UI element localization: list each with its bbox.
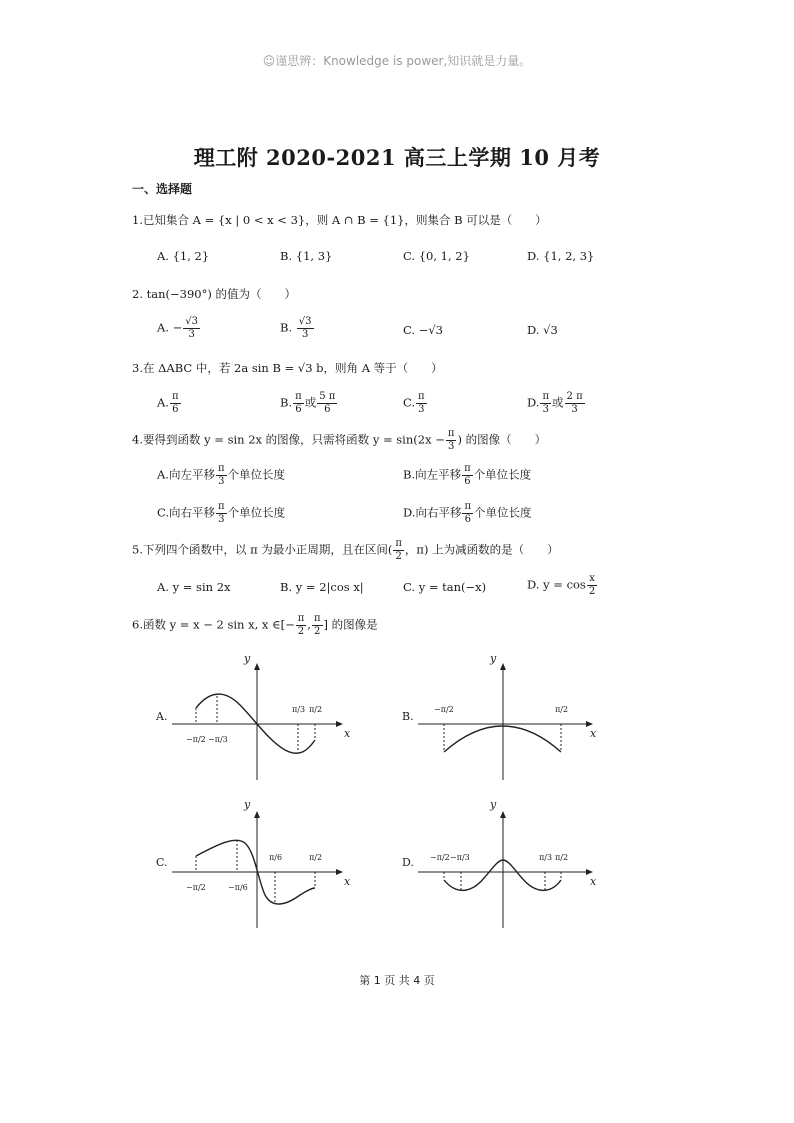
question-3: 3.在 ΔABC 中，若 2a sin B = √3 b，则角 A 等于（ ）: [132, 361, 443, 375]
graph-c-tick: −π/2: [186, 883, 206, 892]
graph-a-tick: π/3: [292, 705, 306, 714]
graph-b-label: B.: [402, 710, 414, 723]
q1-option-b: B. {1, 3}: [280, 249, 333, 263]
graph-a-tick: −π/3: [208, 735, 228, 744]
question-5: 5.下列四个函数中，以 π 为最小正周期，且在区间( $\frac{\pi}{2}$ ，π) 上为减函数的是（ ）: [132, 538, 559, 562]
graph-d-tick: −π/2: [430, 853, 450, 862]
q2-option-c: C. −√3: [403, 323, 443, 337]
graph-d-tick: π/3: [539, 853, 553, 862]
q4-option-d: D.向右平移 $\frac{\pi}{6}$ 个单位长度: [403, 501, 532, 525]
watermark: ☺谨思辨：Knowledge is power,知识就是力量。: [262, 54, 532, 68]
q5-option-d: D. y = cos $\frac{x}{2}$: [527, 573, 596, 597]
q3-option-d: D. $\frac{\pi}{3}$ 或 $\frac{2 \pi}{3}$: [527, 391, 583, 415]
q1-mid: ，则 A ∩ B = {1}，则集合 B 可以是（ ）: [305, 213, 547, 227]
q1-set: {x | 0 < x < 3}: [217, 213, 306, 227]
graph-a-label: A.: [156, 710, 168, 723]
q4-option-c: C.向右平移 $\frac{\pi}{3}$ 个单位长度: [157, 501, 286, 525]
q1-option-a: A. {1, 2}: [157, 249, 210, 263]
page-title: 理工附 2020-2021 高三上学期 10 月考: [193, 145, 601, 170]
q5-option-c: C. y = tan(−x): [403, 580, 487, 594]
q4-option-a: A.向左平移 $\frac{\pi}{3}$ 个单位长度: [157, 463, 286, 487]
graph-c-y-label: y: [244, 798, 251, 811]
graph-b-tick: −π/2: [434, 705, 454, 714]
graph-d-x-label: x: [590, 875, 597, 888]
section-heading: 一、选择题: [132, 182, 193, 196]
q5-option-a: A. y = sin 2x: [157, 580, 231, 594]
question-6: 6.函数 y = x − 2 sin x, x ∈[− $\frac{\pi}{2}$ , $\frac{\pi}{2}$ ] 的图像是: [132, 613, 378, 637]
graph-b-x-label: x: [590, 727, 597, 740]
graph-d-tick: π/2: [555, 853, 569, 862]
graph-c-tick: π/2: [309, 853, 323, 862]
q1-prefix: 1.已知集合 A =: [132, 213, 218, 227]
q3-option-a: A. $\frac{\pi}{6}$: [157, 391, 179, 415]
graph-b-y-label: y: [490, 652, 497, 665]
graph-a-y-label: y: [244, 652, 251, 665]
q2-option-b: B. $\frac{√3}{3}$: [280, 316, 312, 340]
page-footer: 第 1 页 共 4 页: [359, 974, 435, 987]
graph-d-label: D.: [402, 856, 414, 869]
q3-option-b: B. $\frac{\pi}{6}$ 或 $\frac{5 \pi}{6}$: [280, 391, 336, 415]
q4-option-b: B.向左平移 $\frac{\pi}{6}$ 个单位长度: [403, 463, 532, 487]
graph-a-tick: π/2: [309, 705, 323, 714]
graph-a-tick: −π/2: [186, 735, 206, 744]
graph-d-y-label: y: [490, 798, 497, 811]
graph-d-tick: −π/3: [450, 853, 470, 862]
graph-c-tick: π/6: [269, 853, 283, 862]
q1-option-c: C. {0, 1, 2}: [403, 249, 470, 263]
graph-b-tick: π/2: [555, 705, 569, 714]
q2-option-a: A. − $\frac{√3}{3}$: [157, 316, 198, 340]
graph-c-x-label: x: [344, 875, 351, 888]
graph-a-x-label: x: [344, 727, 351, 740]
graph-c-label: C.: [156, 856, 168, 869]
q3-option-c: C. $\frac{\pi}{3}$: [403, 391, 425, 415]
question-4: 4.要得到函数 y = sin 2x 的图像，只需将函数 y = sin(2x − $\frac{\pi}{3}$ ) 的图像（ ）: [132, 428, 547, 452]
question-2: 2. tan(−390°) 的值为（ ）: [132, 287, 296, 301]
q5-option-b: B. y = 2|cos x|: [280, 580, 364, 594]
graph-c-tick: −π/6: [228, 883, 248, 892]
q1-option-d: D. {1, 2, 3}: [527, 249, 595, 263]
q2-option-d: D. √3: [527, 323, 558, 337]
